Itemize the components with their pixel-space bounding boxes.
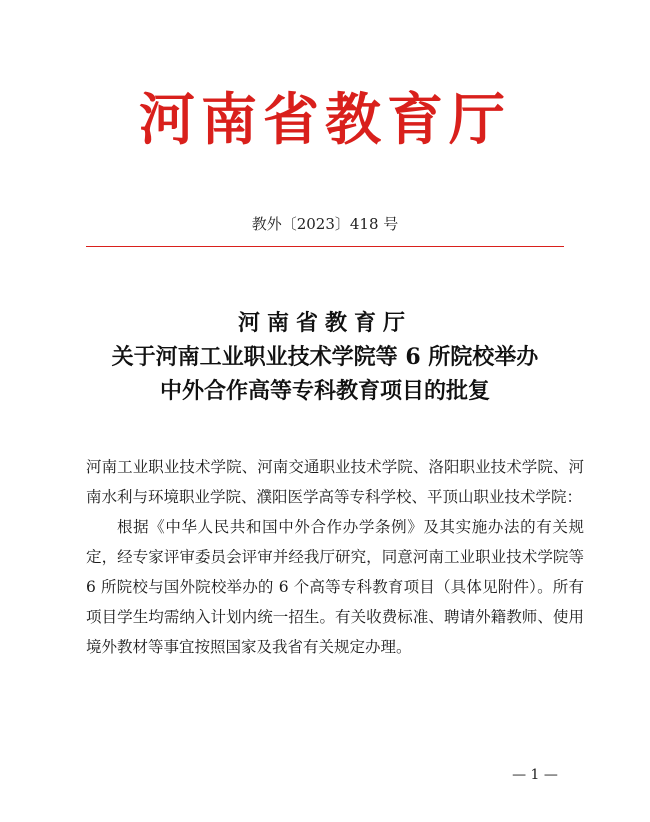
page-number: — 1 —: [512, 767, 558, 783]
red-divider-line: [86, 246, 564, 247]
title-line-2: 关于河南工业职业技术学院等 6 所院校举办: [111, 344, 539, 370]
title-issuer: 河南省教育厅: [237, 310, 412, 336]
document-body: [86, 452, 584, 662]
body-paragraph-1: 根据《中华人民共和国中外合作办学条例》及其实施办法的有关规定，经专家评审委员会评审并经我厅研究，同意河南工业职业技术学院等 6 所院校与国外院校举办的 6 个高等专科教育项目（具体见附件）。所有项目学生均需纳入计划内统一招生。有关收费标准、聘请外籍教师、使用境外教材等事宜按照国家及我省有关规定办理。: [86, 518, 584, 656]
addressees-paragraph: 河南工业职业技术学院、河南交通职业技术学院、洛阳职业技术学院、河南水利与环境职业学院、濮阳医学高等专科学校、平顶山职业技术学院：: [86, 458, 584, 506]
title-line-3: 中外合作高等专科教育项目的批复: [159, 378, 490, 404]
masthead-title: 河南省教育厅: [139, 87, 511, 153]
document-number: 教外〔2023〕418 号: [251, 215, 399, 233]
document-title: [0, 306, 650, 408]
